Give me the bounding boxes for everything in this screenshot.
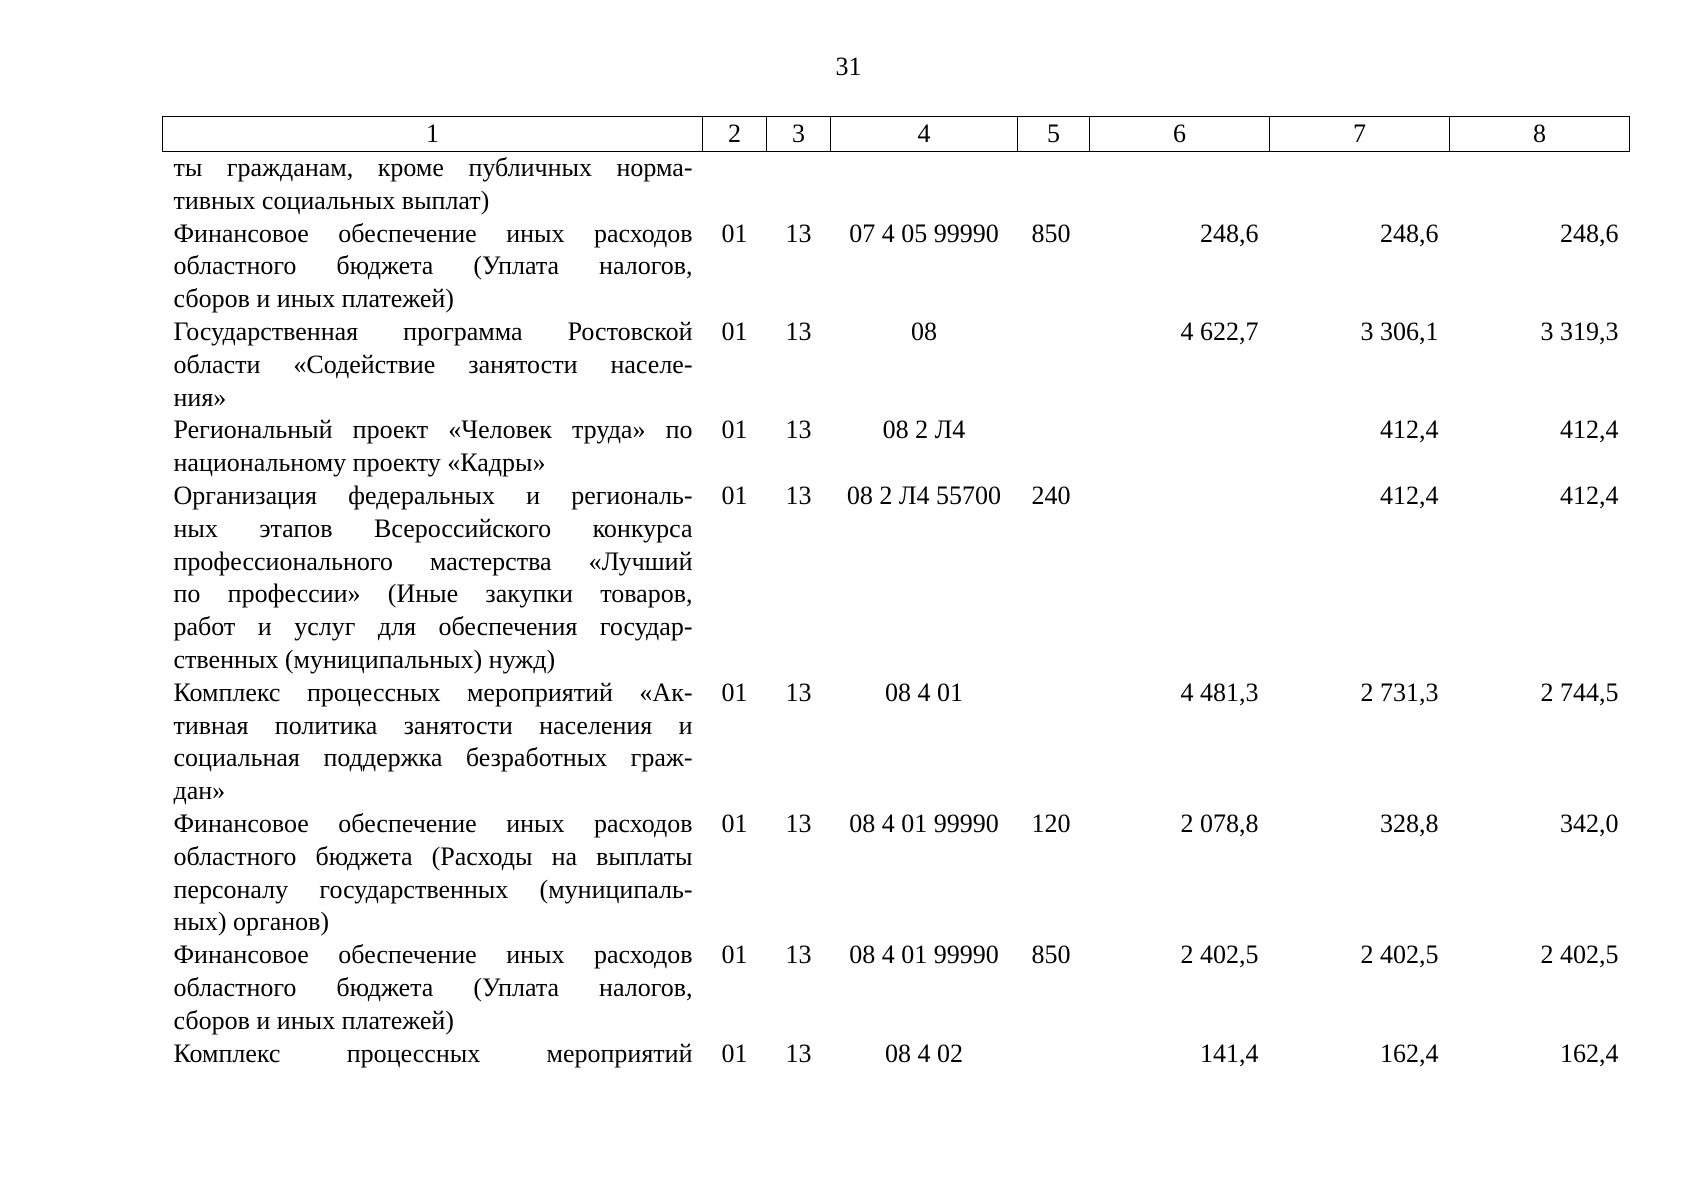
row-name-line: областного бюджета (Уплата налогов, — [173, 251, 693, 281]
row-name-line: Финансовое обеспечение иных расходов — [173, 218, 693, 248]
row-name-line: Организация федеральных и региональ- — [173, 480, 693, 510]
row-name-line: ственных (муниципальных) нужд) — [173, 644, 556, 674]
amount-year3-cell: 342,0 — [1560, 808, 1619, 838]
section-code-cell: 01 — [721, 940, 748, 970]
table-row — [163, 480, 1630, 677]
amount-year1-cell: 4 481,3 — [1180, 677, 1259, 707]
section-code-cell — [703, 152, 767, 218]
amount-year3-cell: 2 402,5 — [1540, 940, 1619, 970]
section-code-cell: 01 — [721, 415, 748, 445]
amount-year3-cell — [1450, 152, 1630, 218]
header-row — [163, 117, 1630, 152]
row-name-cell — [163, 414, 703, 480]
row-name-cell — [163, 316, 703, 414]
row-name-line: сборов и иных платежей) — [173, 1005, 454, 1035]
subsection-code-cell: 13 — [785, 677, 812, 707]
column-header-7: 7 — [1270, 117, 1450, 152]
subsection-code-cell: 13 — [785, 940, 812, 970]
amount-year3-cell: 412,4 — [1560, 480, 1619, 510]
row-name-line: ты гражданам, кроме публичных норма- — [173, 153, 693, 182]
row-name-line: области «Содействие занятости населе- — [173, 349, 693, 379]
table-row — [163, 152, 1630, 218]
row-name-line: тивная политика занятости населения и — [173, 710, 693, 740]
row-name-line: Комплекс процессных мероприятий «Ак- — [173, 677, 693, 707]
target-article-cell: 08 — [911, 316, 937, 346]
column-header-3: 3 — [767, 117, 831, 152]
row-name-line: областного бюджета (Расходы на выплаты — [173, 841, 693, 871]
target-article-cell: 08 4 01 — [885, 677, 963, 707]
amount-year2-cell: 2 402,5 — [1360, 940, 1439, 970]
table-row — [163, 808, 1630, 939]
target-article-cell: 08 4 02 — [885, 1038, 963, 1068]
amount-year2-cell: 3 306,1 — [1360, 316, 1439, 346]
row-name-line: дан» — [173, 776, 226, 806]
row-name-cell — [163, 808, 703, 939]
row-name-cell — [163, 480, 703, 677]
row-name-line: профессионального мастерства «Лучший — [173, 546, 693, 576]
subsection-code-cell: 13 — [785, 808, 812, 838]
amount-year3-cell: 412,4 — [1560, 415, 1619, 445]
table-body — [163, 152, 1630, 1071]
target-article-cell: 08 4 01 99990 — [849, 940, 999, 970]
table-row — [163, 316, 1630, 414]
expense-type-cell: 850 — [1031, 940, 1071, 970]
row-name-line: социальная поддержка безработных граж- — [173, 743, 693, 773]
target-article-cell: 08 4 01 99990 — [849, 808, 999, 838]
row-name-line: Комплекс процессных мероприятий — [173, 1038, 693, 1068]
subsection-code-cell: 13 — [785, 316, 812, 346]
expense-type-cell: 850 — [1031, 218, 1071, 248]
amount-year3-cell: 162,4 — [1560, 1038, 1619, 1068]
column-header-5: 5 — [1018, 117, 1090, 152]
row-name-line: тивных социальных выплат) — [173, 185, 490, 215]
amount-year1-cell: 2 078,8 — [1180, 808, 1259, 838]
row-name-cell — [163, 939, 703, 1037]
section-code-cell: 01 — [721, 316, 748, 346]
target-article-cell: 07 4 05 99990 — [849, 218, 999, 248]
row-name-line: персоналу государственных (муниципаль- — [173, 874, 693, 904]
expense-type-cell — [1018, 1038, 1090, 1071]
row-name-line: по профессии» (Иные закупки товаров, — [173, 579, 693, 609]
row-name-cell — [163, 152, 703, 218]
amount-year1-cell — [1090, 414, 1270, 480]
row-name-cell — [163, 218, 703, 316]
amount-year2-cell: 162,4 — [1380, 1038, 1439, 1068]
amount-year3-cell: 2 744,5 — [1540, 677, 1619, 707]
target-article-cell: 08 2 Л4 55700 — [846, 480, 1002, 510]
amount-year2-cell — [1270, 152, 1450, 218]
table-row — [163, 218, 1630, 316]
expense-type-cell: 240 — [1031, 480, 1071, 510]
section-code-cell: 01 — [721, 677, 748, 707]
budget-table — [162, 116, 1630, 1070]
row-name-line: национальному проекту «Кадры» — [173, 448, 546, 478]
amount-year1-cell — [1090, 480, 1270, 677]
row-name-line: работ и услуг для обеспечения государ- — [173, 612, 693, 642]
row-name-line: сборов и иных платежей) — [173, 284, 454, 314]
target-article-cell — [831, 152, 1018, 218]
expense-type-cell: 120 — [1031, 808, 1071, 838]
section-code-cell: 01 — [721, 1038, 748, 1068]
row-name-line: ния» — [173, 382, 227, 412]
amount-year1-cell: 141,4 — [1200, 1038, 1259, 1068]
subsection-code-cell — [767, 152, 831, 218]
column-header-4: 4 — [831, 117, 1018, 152]
amount-year2-cell: 2 731,3 — [1360, 677, 1439, 707]
row-name-line: ных) органов) — [173, 907, 330, 937]
expense-type-cell — [1018, 677, 1090, 808]
column-header-1: 1 — [163, 117, 703, 152]
table-row — [163, 414, 1630, 480]
amount-year1-cell: 4 622,7 — [1180, 316, 1259, 346]
section-code-cell: 01 — [721, 480, 748, 510]
table-row — [163, 939, 1630, 1037]
amount-year1-cell — [1090, 152, 1270, 218]
subsection-code-cell: 13 — [785, 1038, 812, 1068]
amount-year1-cell: 2 402,5 — [1180, 940, 1259, 970]
target-article-cell: 08 2 Л4 — [882, 415, 966, 445]
amount-year2-cell: 328,8 — [1380, 808, 1439, 838]
subsection-code-cell: 13 — [785, 415, 812, 445]
row-name-line: Региональный проект «Человек труда» по — [173, 415, 693, 445]
amount-year2-cell: 412,4 — [1380, 415, 1439, 445]
section-code-cell: 01 — [721, 218, 748, 248]
section-code-cell: 01 — [721, 808, 748, 838]
table-row — [163, 1038, 1630, 1071]
column-header-2: 2 — [703, 117, 767, 152]
amount-year3-cell: 3 319,3 — [1540, 316, 1619, 346]
amount-year2-cell: 412,4 — [1380, 480, 1439, 510]
subsection-code-cell: 13 — [785, 218, 812, 248]
row-name-line: ных этапов Всероссийского конкурса — [173, 513, 693, 543]
amount-year3-cell: 248,6 — [1560, 218, 1619, 248]
expense-type-cell — [1018, 414, 1090, 480]
amount-year2-cell: 248,6 — [1380, 218, 1439, 248]
row-name-cell — [163, 677, 703, 808]
row-name-line: областного бюджета (Уплата налогов, — [173, 972, 693, 1002]
page-number: 31 — [835, 52, 862, 81]
column-header-8: 8 — [1450, 117, 1630, 152]
amount-year1-cell: 248,6 — [1200, 218, 1259, 248]
row-name-cell — [163, 1038, 703, 1071]
subsection-code-cell: 13 — [785, 480, 812, 510]
column-header-6: 6 — [1090, 117, 1270, 152]
row-name-line: Финансовое обеспечение иных расходов — [173, 940, 693, 970]
row-name-line: Финансовое обеспечение иных расходов — [173, 808, 693, 838]
row-name-line: Государственная программа Ростовской — [173, 316, 693, 346]
table-row — [163, 677, 1630, 808]
expense-type-cell — [1018, 152, 1090, 218]
expense-type-cell — [1018, 316, 1090, 414]
